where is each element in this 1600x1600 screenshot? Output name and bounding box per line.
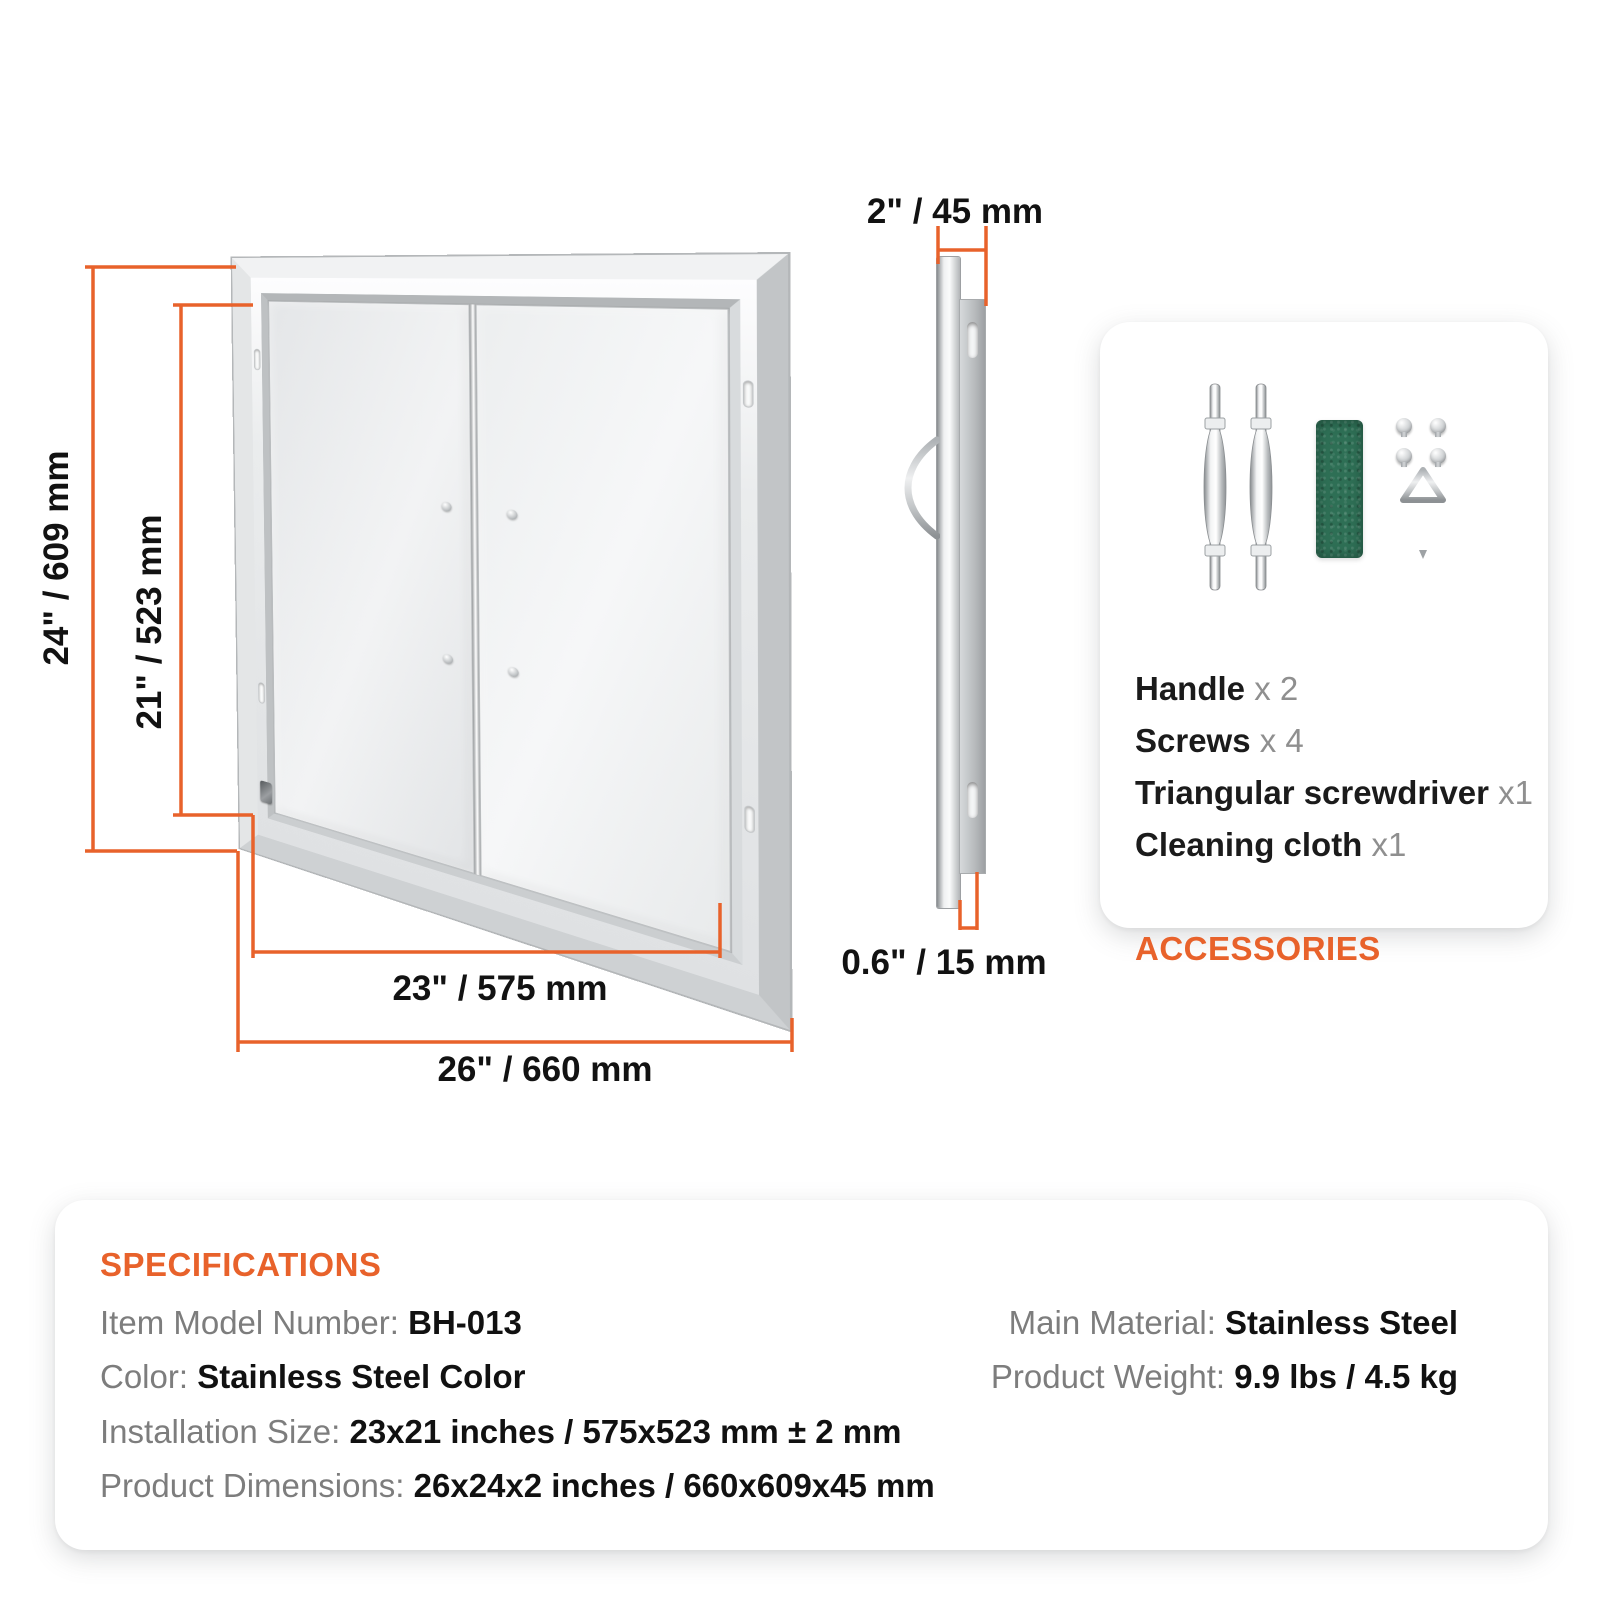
door-hinge [260,780,272,804]
accessories-list [1135,670,1533,878]
dim-inner-width: 23" / 575 mm [392,969,608,1008]
spec-main-material [1009,1304,1458,1342]
spec-label: Color: [100,1358,198,1395]
spec-value: 9.9 lbs / 4.5 kg [1234,1358,1458,1395]
specifications-title: SPECIFICATIONS [100,1246,382,1283]
side-handle-icon [904,436,940,540]
dim-outer-height: 24" / 609 mm [37,450,76,666]
accessory-item [1135,670,1533,722]
mounting-slot [255,349,260,369]
screw-icon [1396,418,1412,434]
spec-value: 23x21 inches / 575x523 mm ± 2 mm [349,1413,902,1450]
spec-value: Stainless Steel Color [197,1358,526,1395]
dim-inner-height: 21" / 523 mm [130,514,169,730]
spec-value: Stainless Steel [1225,1304,1458,1341]
accessories-card [1100,322,1548,967]
handle-image [1200,382,1230,592]
spec-value: 26x24x2 inches / 660x609x45 mm [413,1467,935,1504]
spec-product-weight [991,1358,1458,1396]
accessory-name: Triangular screwdriver [1135,774,1489,811]
mounting-slot [259,683,264,704]
accessory-count: x 2 [1254,670,1299,707]
spec-product-dimensions [100,1467,935,1505]
spec-label: Product Weight: [990,1358,1235,1395]
spec-label: Main Material: [1008,1304,1226,1341]
accessory-item [1135,774,1533,826]
door-left-leaf [268,301,474,874]
mounting-slot [746,806,754,833]
door-right-leaf [475,304,731,952]
screw-icon [1396,448,1412,464]
dim-outer-width: 26" / 660 mm [437,1050,653,1089]
cleaning-pad-image [1316,420,1363,558]
side-mounting-slot [967,782,978,818]
specifications-card [55,1200,1548,1550]
triangular-screwdriver-image [1398,464,1448,560]
side-view-front-bar [937,257,960,908]
handle-image [1246,382,1276,592]
accessory-count: x1 [1498,774,1534,811]
spec-label: Product Dimensions: [100,1467,414,1504]
screw-icon [1430,418,1446,434]
accessory-count: x1 [1371,826,1407,863]
accessory-name: Handle [1135,670,1246,707]
spec-label: Item Model Number: [100,1304,409,1341]
accessories-title: ACCESSORIES [1135,930,1381,967]
accessory-name: Cleaning cloth [1135,826,1363,863]
accessory-item [1135,722,1533,774]
accessory-count: x 4 [1259,722,1304,759]
spec-installation-size [100,1413,901,1451]
screw-icon [1430,448,1446,464]
accessory-item [1135,826,1533,878]
mounting-slot [744,381,752,407]
accessory-name: Screws [1135,722,1251,759]
front-view-door-drawing [232,254,790,1030]
dim-depth: 2" / 45 mm [866,192,1044,231]
door-outer-frame [232,254,790,1030]
dim-flange-thickness: 0.6" / 15 mm [841,943,1047,982]
spec-color [100,1358,525,1396]
spec-value: BH-013 [408,1304,522,1341]
side-mounting-slot [967,322,978,358]
spec-item-model-number [100,1304,522,1342]
spec-label: Installation Size: [100,1413,350,1450]
